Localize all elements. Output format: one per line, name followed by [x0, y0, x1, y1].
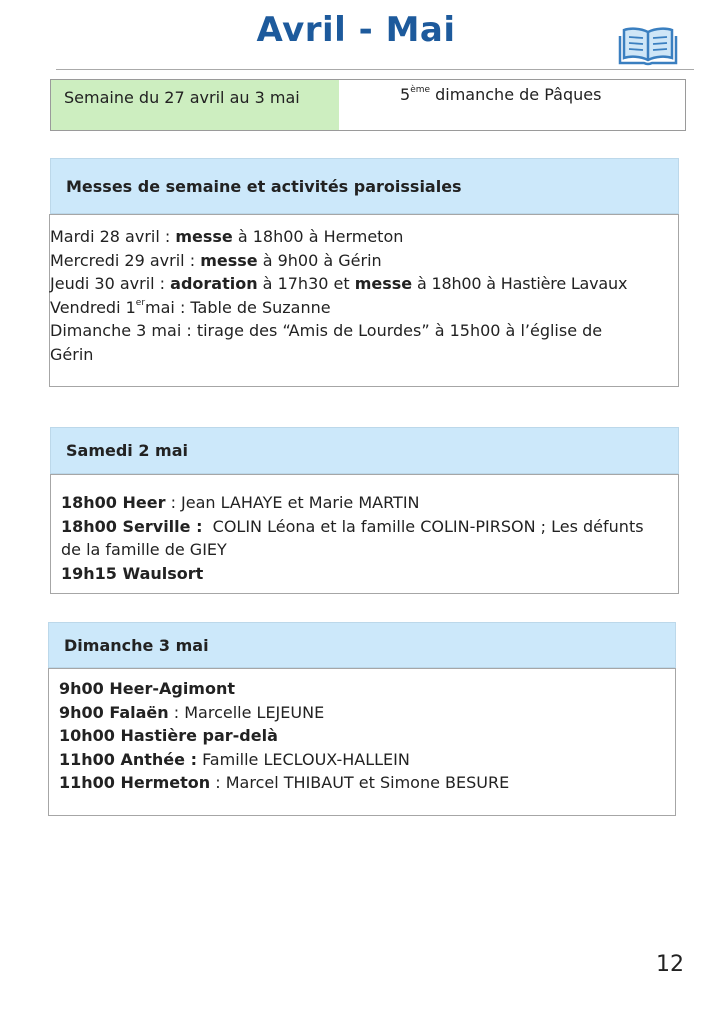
mass-time-place: 18h00 Heer: [61, 493, 166, 512]
line-text: à 18h00 à Hermeton: [232, 227, 404, 246]
list-item: [50, 272, 678, 296]
sunday-number: 5: [400, 85, 411, 104]
list-item: [50, 296, 678, 320]
page-title: Avril - Mai: [256, 10, 456, 50]
mass-time-place: 11h00 Anthée :: [59, 749, 197, 769]
page-number: 12: [656, 952, 684, 977]
week-range: Semaine du 27 avril au 3 mai: [51, 80, 339, 130]
list-item: Dimanche 3 mai : tirage des “Amis de Lourdes” à 15h00 à l’église de Gérin: [50, 321, 603, 364]
line-text: à 9h00 à Gérin: [257, 250, 382, 270]
mass-time-place: 11h00 Hermeton: [59, 773, 211, 792]
open-book-icon: [618, 26, 678, 66]
line-text: Mercredi 29 avril :: [50, 250, 201, 270]
line-text: à 17h30 et: [257, 274, 355, 293]
saturday-heading: Samedi 2 mai: [50, 427, 679, 474]
sunday-suffix: ème: [410, 85, 431, 95]
line-text: mai : Table de Suzanne: [145, 297, 331, 317]
mass-time-place: 9h00 Heer-Agimont: [59, 679, 236, 698]
line-text: à 18h00 à Hastière Lavaux: [412, 274, 628, 293]
mass-intention: : Marcelle LEJEUNE: [168, 702, 325, 722]
list-item: [59, 748, 665, 772]
mass-time-place: 19h15 Waulsort: [61, 563, 204, 583]
week-banner: [50, 79, 686, 131]
mass-intention: COLIN Léona et la famille COLIN-PIRSON ; Les défunts de la famille de GIEY: [61, 516, 649, 559]
mass-time-place: 9h00 Falaën: [59, 702, 169, 722]
line-bold: adoration: [170, 274, 258, 293]
weekday-masses-heading: Messes de semaine et activités paroissiales: [50, 158, 679, 214]
mass-time-place: 18h00 Serville :: [61, 516, 203, 536]
saturday-box: [50, 474, 679, 594]
title-divider: [56, 69, 694, 70]
line-bold: messe: [354, 274, 413, 293]
line-sup: er: [135, 297, 146, 308]
list-item: [61, 562, 668, 586]
mass-intention: : Marcel THIBAUT et Simone BESURE: [210, 773, 510, 792]
list-item: [59, 771, 665, 795]
line-bold: messe: [175, 227, 233, 246]
list-item: [59, 677, 665, 701]
sunday-heading: Dimanche 3 mai: [48, 622, 676, 668]
sunday-box: [48, 668, 676, 816]
list-item: [59, 724, 665, 748]
mass-time-place: 10h00 Hastière par-delà: [59, 726, 278, 745]
mass-intention: : Jean LAHAYE et Marie MARTIN: [165, 493, 420, 512]
mass-intention: Famille LECLOUX-HALLEIN: [196, 749, 410, 769]
list-item: [59, 701, 665, 725]
line-bold: messe: [200, 250, 258, 270]
line-text: Vendredi 1: [50, 297, 136, 317]
weekday-masses-box: [49, 214, 679, 387]
list-item: [61, 491, 668, 515]
liturgical-sunday: [339, 80, 685, 130]
sunday-label: dimanche de Pâques: [430, 85, 602, 104]
list-item: [61, 515, 668, 562]
line-text: Mardi 28 avril :: [50, 227, 176, 246]
list-item: [50, 225, 678, 249]
list-item: [50, 249, 678, 273]
line-text: Jeudi 30 avril :: [50, 274, 171, 293]
